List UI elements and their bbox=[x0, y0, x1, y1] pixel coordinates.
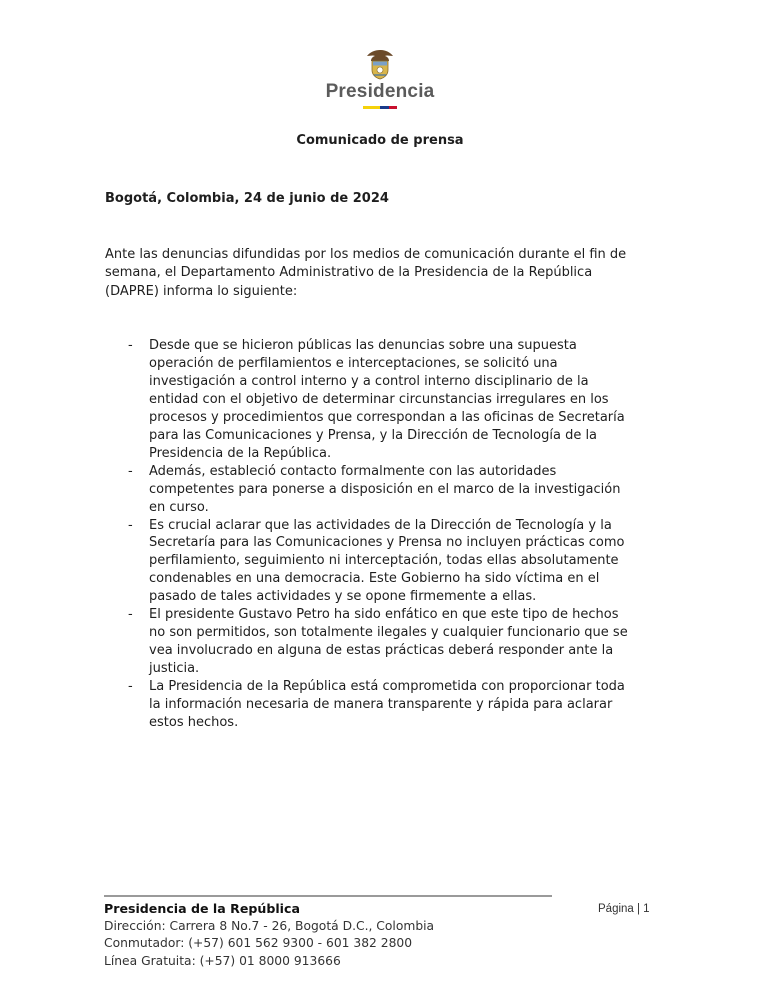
statement-line: vea involucrado en alguna de estas prácticas deberá responder ante la bbox=[149, 643, 614, 659]
statement-item bbox=[105, 517, 675, 607]
footer-contact-block bbox=[104, 900, 434, 970]
statement-line: Es crucial aclarar que las actividades de la Dirección de Tecnología y la bbox=[149, 517, 612, 533]
footer-divider bbox=[104, 895, 552, 897]
statement-line: operación de perfilamientos e interceptaciones, se solicitó una bbox=[149, 355, 558, 371]
statement-line: estos hechos. bbox=[149, 715, 239, 731]
footer-address: Dirección: Carrera 8 No.7 - 26, Bogotá D.C., Colombia bbox=[104, 918, 435, 933]
statement-item bbox=[105, 463, 675, 517]
statement-line: Presidencia de la República. bbox=[149, 445, 332, 461]
footer-switchboard: Conmutador: (+57) 601 562 9300 - 601 382 2800 bbox=[104, 936, 413, 951]
statement-line: Además, estableció contacto formalmente con las autoridades bbox=[149, 463, 557, 479]
footer-toll-free: Línea Gratuita: (+57) 01 8000 913666 bbox=[104, 953, 341, 968]
statement-line: procesos y procedimientos que correspondan a las oficinas de Secretaría bbox=[149, 409, 625, 425]
bullet-marker: - bbox=[128, 679, 133, 695]
bullet-marker: - bbox=[128, 338, 133, 353]
coat-of-arms-icon bbox=[365, 48, 395, 80]
statement-line: para las Comunicaciones y Prensa, y la Dirección de Tecnología de la bbox=[149, 427, 598, 443]
statement-line: pasado de tales actividades y se opone firmemente a ellas. bbox=[149, 589, 537, 605]
statement-line: en curso. bbox=[149, 499, 209, 515]
flag-color-bar bbox=[363, 106, 397, 109]
statement-line: La Presidencia de la República está comprometida con proporcionar toda bbox=[149, 679, 625, 695]
flag-red-stripe bbox=[389, 106, 397, 109]
bullet-marker: - bbox=[128, 607, 133, 623]
page-number: Página | 1 bbox=[598, 903, 650, 915]
logo-wordmark: Presidencia bbox=[325, 81, 435, 102]
statement-line: la información necesaria de manera transparente y rápida para aclarar bbox=[149, 697, 613, 713]
bullet-marker: - bbox=[128, 517, 133, 533]
statement-line: justicia. bbox=[149, 661, 200, 677]
statement-line: competentes para ponerse a disposición en el marco de la investigación bbox=[149, 481, 621, 497]
statement-item bbox=[105, 337, 675, 463]
statement-line: perfilamiento, seguimiento ni interceptación, todas ellas absolutamente bbox=[149, 553, 619, 569]
presidencia-logo bbox=[0, 48, 760, 109]
intro-line: semana, el Departamento Administrativo de la Presidencia de la República bbox=[105, 265, 593, 281]
statement-item bbox=[105, 678, 675, 732]
statement-line: Secretaría para las Comunicaciones y Prensa no incluyen prácticas como bbox=[149, 535, 625, 551]
flag-yellow-stripe bbox=[363, 106, 380, 109]
footer-organization: Presidencia de la República bbox=[104, 901, 300, 916]
bullet-marker: - bbox=[128, 463, 133, 479]
statement-item bbox=[105, 606, 675, 678]
intro-line: Ante las denuncias difundidas por los medios de comunicación durante el fin de bbox=[105, 247, 627, 262]
intro-line: (DAPRE) informa lo siguiente: bbox=[105, 283, 298, 299]
document-title: Comunicado de prensa bbox=[296, 133, 464, 148]
intro-paragraph bbox=[105, 246, 675, 301]
dateline: Bogotá, Colombia, 24 de junio de 2024 bbox=[105, 191, 389, 206]
statement-line: condenables en una democracia. Este Gobierno ha sido víctima en el bbox=[149, 571, 600, 587]
statement-list bbox=[105, 337, 675, 732]
statement-line: entidad con el objetivo de determinar circunstancias irregulares en los bbox=[149, 391, 609, 407]
flag-blue-stripe bbox=[380, 106, 389, 109]
statement-line: no son permitidos, son totalmente ilegales y cualquier funcionario que se bbox=[149, 625, 628, 641]
statement-line: investigación a control interno y a control interno disciplinario de la bbox=[149, 373, 589, 389]
statement-line: Desde que se hicieron públicas las denuncias sobre una supuesta bbox=[149, 338, 577, 353]
statement-line: El presidente Gustavo Petro ha sido enfático en que este tipo de hechos bbox=[149, 607, 619, 623]
